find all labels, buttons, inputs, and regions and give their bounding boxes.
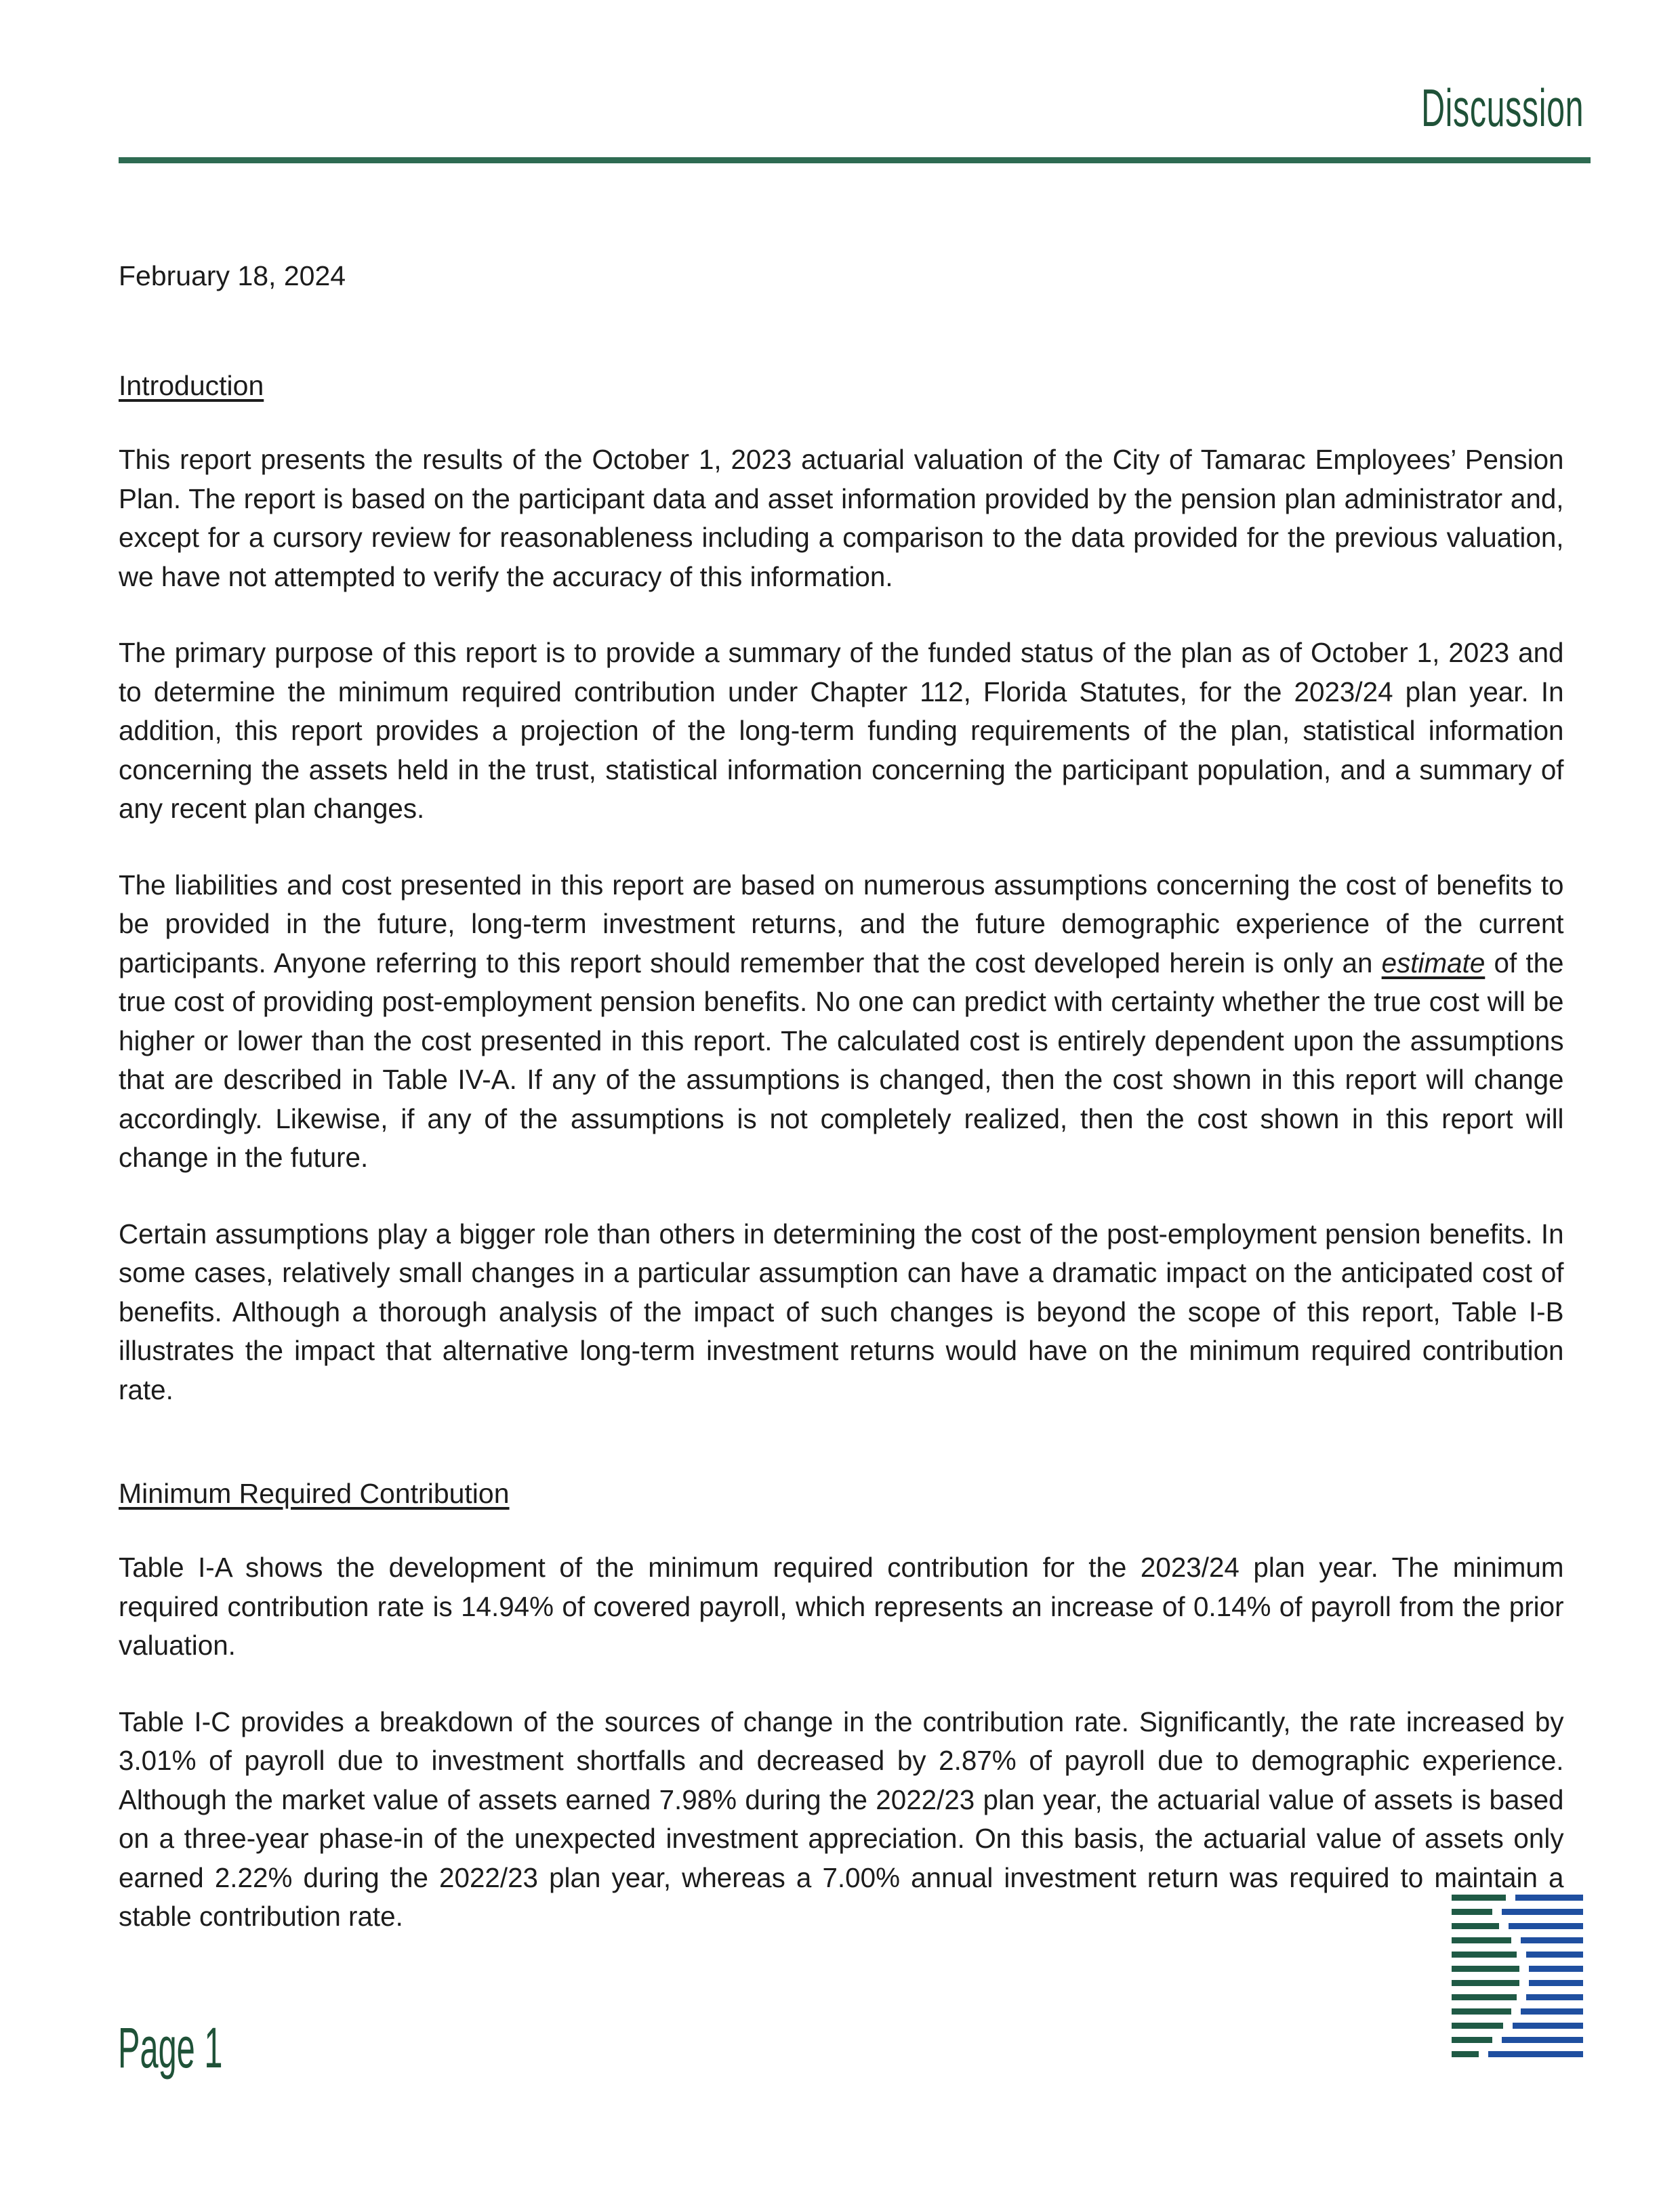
emphasis-estimate: estimate [1381, 947, 1486, 978]
logo-blue-stripes [1488, 1895, 1583, 2057]
section-heading-introduction: Introduction [119, 370, 264, 401]
page-header-title: Discussion [1420, 78, 1584, 138]
contribution-paragraph-1: Table I-A shows the development of the minimum required contribution for the 2023/24 plan year. The minimum required contribution rate is 14.94% of covered payroll, which represents an increase of 0.14% of payroll from the prior valuation. [119, 1552, 1564, 1661]
company-logo-icon [1450, 1891, 1584, 2061]
intro-paragraph-3-part-2: of the true cost of providing post-employment pension benefits. No one can predict with certainty whether the true cost will be higher or lower than the cost presented in this report. The calculated cost is entirely dependent upon the assumptions that are described in Table IV-A. If any of the assumptions is changed, then the cost shown in this report will change accordingly. Likewise, if any of the assumptions is not completely realized, then the cost shown in this report will change in the future. [119, 947, 1564, 1173]
intro-paragraph-2: The primary purpose of this report is to provide a summary of the funded status of the plan as of October 1, 2023 and to determine the minimum required contribution under Chapter 112, Florida Statutes, for the 2023/24 plan year. In addition, this report provides a projection of the long-term funding requirements of the plan, statistical information concerning the assets held in the trust, statistical information concerning the participant population, and a summary of any recent plan changes. [119, 637, 1564, 824]
header-rule [119, 157, 1591, 163]
section-heading-minimum-required-contribution: Minimum Required Contribution [119, 1478, 510, 1509]
intro-paragraph-3-part-1: The liabilities and cost presented in this report are based on numerous assumptions concerning the cost of benefits to be provided in the future, long-term investment returns, and the future demographic experience of the current participants. Anyone referring to this report should remember that the cost developed herein is only an [119, 869, 1564, 978]
document-date: February 18, 2024 [119, 260, 346, 291]
document-body [119, 256, 1586, 1974]
logo-green-stripes [1452, 1895, 1519, 2057]
intro-paragraph-4: Certain assumptions play a bigger role than others in determining the cost of the post-employment pension benefits. In some cases, relatively small changes in a particular assumption can have a dramatic impact on the anticipated cost of benefits. Although a thorough analysis of the impact of such changes is beyond the scope of this report, Table I-B illustrates the impact that alternative long-term investment returns would have on the minimum required contribution rate. [119, 1218, 1564, 1405]
section-spacer [119, 1447, 1586, 1474]
contribution-paragraph-2: Table I-C provides a breakdown of the sources of change in the contribution rate. Significantly, the rate increased by 3.01% of payroll due to investment shortfalls and decreased by 2.87% of payroll due to demographic experience. Although the market value of assets earned 7.98% during the 2022/23 plan year, the actuarial value of assets is based on a three-year phase-in of the unexpected investment appreciation. On this basis, the actuarial value of assets only earned 2.22% during the 2022/23 plan year, whereas a 7.00% annual investment return was required to maintain a stable contribution rate. [119, 1706, 1564, 1932]
page-number: Page 1 [118, 2016, 223, 2080]
intro-paragraph-1: This report presents the results of the October 1, 2023 actuarial valuation of the City of Tamarac Employees’ Pension Plan. The report is based on the participant data and asset information provided by the pension plan administrator and, except for a cursory review for reasonableness including a comparison to the data provided for the previous valuation, we have not attempted to verify the accuracy of this information. [119, 444, 1564, 592]
intro-paragraph-3 [119, 866, 1564, 1178]
